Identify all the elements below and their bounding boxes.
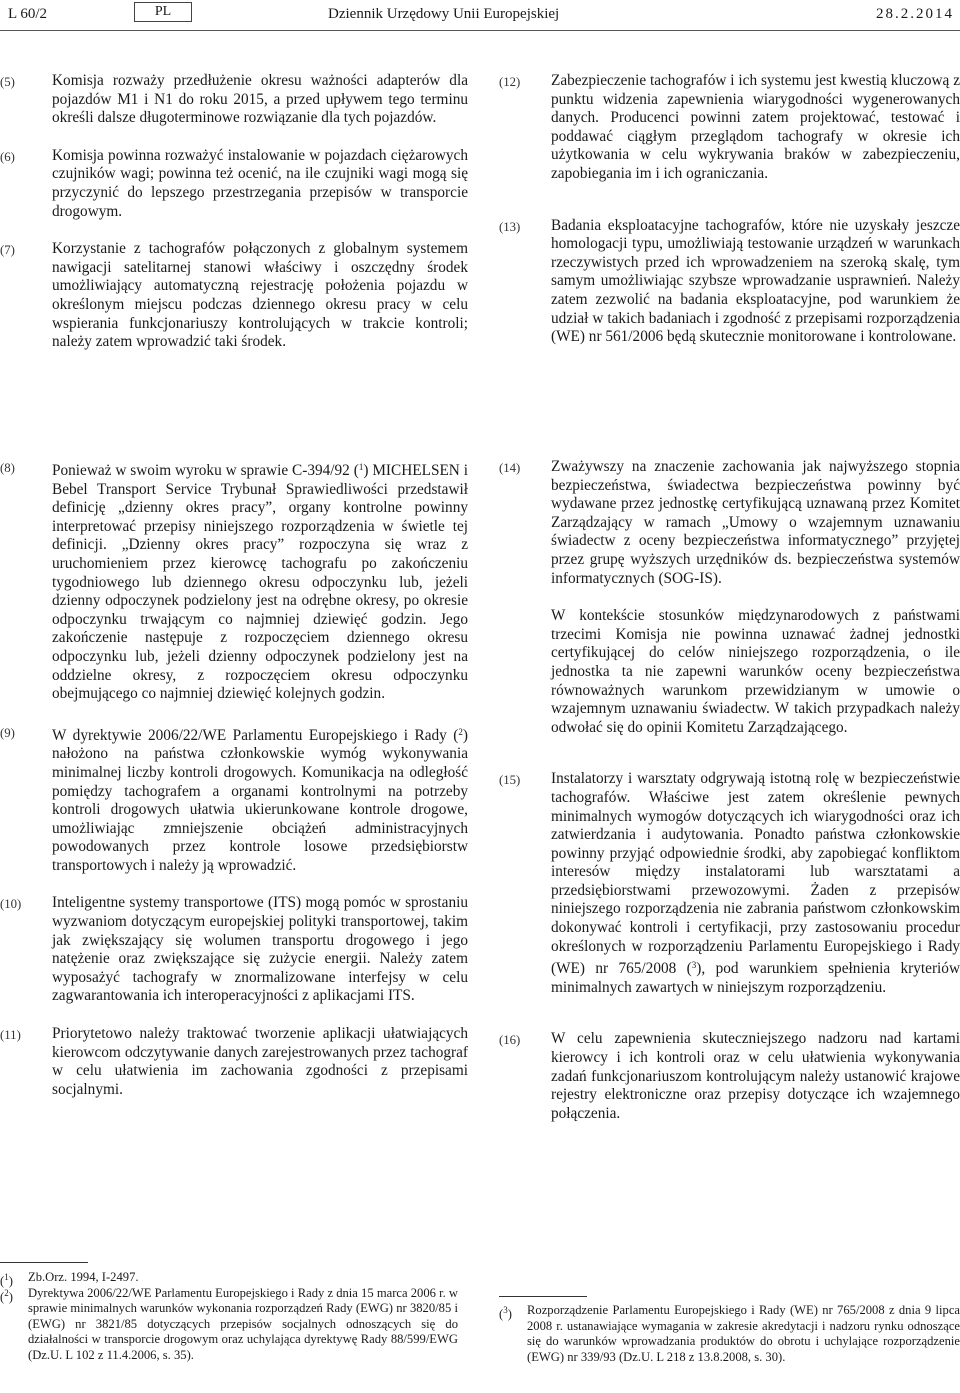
recital-text-start: Ponieważ w swoim wyroku w sprawie C-394/92 (	[52, 462, 359, 479]
page-reference: L 60/2	[8, 6, 48, 22]
footnote-divider	[0, 1262, 88, 1263]
recital-number: (5)	[0, 75, 15, 89]
recital-text: Komisja powinna rozważyć instalowanie w pojazdach ciężarowych czujników wagi; powinna też ocenić, na ile czujniki wagi mogą się przyczynić do lepszego przestrzegania przepisów w transporcie drogowym.	[52, 146, 468, 220]
footnote-text: Rozporządzenie Parlamentu Europejskiego i Rady (WE) nr 765/2008 z dnia 9 lipca 2008 r. ustanawiające wymagania w zakresie akredytacji i nadzoru rynku odnoszące się do warunków wprowadzania produktów do obrotu i uchylające rozporządzenie (EWG) nr 339/93 (Dz.U. L 218 z 13.8.2008, s. 30).	[527, 1303, 960, 1364]
recital-number: (7)	[0, 243, 15, 258]
right-column-bottom	[499, 458, 960, 1123]
recital-15	[499, 770, 960, 997]
footnotes-left	[0, 1270, 458, 1363]
recital-16	[499, 1030, 960, 1123]
recital-text-end: ), pod warunkiem spełnienia kryteriów minimalnych zawartych w niniejszym rozporządzeniu.	[551, 960, 960, 996]
footnote-text: Dyrektywa 2006/22/WE Parlamentu Europejskiego i Rady z dnia 15 marca 2006 r. w sprawie minimalnych warunków wykonania rozporządzeń Rady (EWG) nr 3820/85 i (EWG) nr 3821/85 dotyczących przepisów socjalnych odnoszących się do działalności w transporcie drogowym oraz uchylająca dyrektywę Rady 88/599/EWG (Dz.U. L 102 z 11.4.2006, s. 35).	[28, 1285, 458, 1362]
recital-text: Badania eksploatacyjne tachografów, które nie uzyskały jeszcze homologacji typu, umożliwiają testowanie urządzeń w warunkach rzeczywistych przed ich wprowadzeniem na szeroką skalę, tym samym umożliwiając szybsze wprowadzanie usprawnień. Należy zatem zezwolić na badania eksploatacyjne, pod warunkiem że udział w takich badaniach i zgodność z przepisami rozporządzenia (WE) nr 561/2006 będą skutecznie monitorowane i kontrolowane.	[551, 216, 960, 346]
recital-text: Korzystanie z tachografów połączonych z globalnym systemem nawigacji satelitarnej stanowi właściwy i oszczędny środek umożliwiający automatyczną rejestrację położenia pojazdu w określonym miejscu podczas dziennego okresu pracy w celu wspierania funkcjonariuszy kontrolujących w trakcie kontroli; należy zatem wprowadzić taki środek.	[52, 240, 468, 351]
page-header	[0, 0, 960, 40]
footnotes-right	[499, 1303, 960, 1365]
language-badge: PL	[134, 2, 192, 22]
publication-date: 28.2.2014	[876, 6, 954, 22]
footnote-ref[interactable]: 2	[458, 726, 463, 737]
recital-number: (8)	[0, 461, 15, 475]
footnote-3: ($^3$) Rozporządzenie Parlamentu Europejskiego i Rady (WE) nr 765/2008 z dnia 9 lipca 2008 r. ustanawiające wymagania w zakresie akredytacji i nadzoru rynku odnoszące się do warunków wprowadzania produktów do obrotu i uchylające rozporządzenie (EWG) nr 339/93 (Dz.U. L 218 z 13.8.2008, s. 30).	[499, 1303, 960, 1364]
recital-number: (15)	[499, 773, 521, 788]
footnote-mark: 1	[4, 1272, 9, 1282]
recital-number: (6)	[0, 149, 15, 164]
recital-6	[0, 147, 468, 221]
footnote-divider	[499, 1296, 587, 1297]
recital-text: Zabezpieczenie tachografów i ich systemu jest kwestią kluczową z punktu widzenia zapewnienia wiarygodności wygenerowanych danych. Producenci powinni zatem projektować, testować i poddawać ciągłym przeglądom tachografy w okresie ich użytkowania w celu wykrywania braków w zabezpieczeniu, zapobiegania im i ich ograniczania.	[551, 72, 960, 182]
recital-14-continued	[499, 607, 960, 737]
footnote-2: ($^2$) Dyrektywa 2006/22/WE Parlamentu Europejskiego i Rady z dnia 15 marca 2006 r. w sprawie minimalnych warunków wykonania rozporządzeń Rady (EWG) nr 3820/85 i (EWG) nr 3821/85 dotyczących przepisów socjalnych odnoszących się do działalności w transporcie drogowym oraz uchylająca dyrektywę Rady 88/599/EWG (Dz.U. L 102 z 11.4.2006, s. 35).	[0, 1285, 458, 1362]
recital-text-end: ) nałożono na państwa członkowskie wymóg wykonywania minimalnej liczby kontroli drogowych. Komunikacja na odległość pomiędzy tachografem a organami kontrolnymi na potrzeby kontroli drogowych ułatwia ukierunkowane kontrole drogowe, umożliwiając zmniejszenie obciążeń administracyjnych powodowanych przez kontrole losowe przedsiębiorstw transportowych i należy ją wprowadzić.	[52, 726, 468, 874]
recital-text-start: Instalatorzy i warsztaty odgrywają istotną rolę w bezpieczeństwie tachografów. Właściwe jest zatem określenie pewnych minimalnych wymogów dotyczących ich wiarygodności oraz ich zatwierdzania i audytowania. Ponadto państwa członkowskie powinny przyjąć odpowiednie środki, aby zapobiegać konfliktom interesów między instalatorami lub warsztatami a przedsiębiorstwami przewozowymi. Żaden z przepisów niniejszego rozporządzenia nie zabrania państwom członkowskim dokonywać kontroli i certyfikacji, przy zastosowaniu procedur określonych w rozporządzeniu Parlamentu Europejskiego i Rady (WE) nr 765/2008 (	[551, 770, 960, 978]
recital-text: Inteligentne systemy transportowe (ITS) mogą pomóc w sprostaniu wyzwaniom dotyczącym europejskiej polityki transportowej, takim jak zwiększający się wolumen transportu drogowego i jego natężenie oraz zwiększające się zużycie energii. Należy zatem wyposażyć tachografy w znormalizowane interfejsy w celu zagwarantowania ich interoperacyjności z aplikacjami ITS.	[52, 894, 468, 1005]
left-column-top	[0, 72, 468, 352]
header-divider	[0, 30, 960, 31]
footnote-ref[interactable]: 1	[358, 462, 364, 472]
recital-text: Priorytetowo należy traktować tworzenie aplikacji ułatwiających kierowcom odczytywanie danych zarejestrowanych przez tachograf w celu ułatwienia im zachowania zgodności z przepisami socjalnymi.	[52, 1025, 468, 1098]
recital-text: Zważywszy na znaczenie zachowania jak najwyższego stopnia bezpieczeństwa, świadectwa bezpieczeństwa powinny być wydawane przez jednostkę certyfikującą uznawaną przez Komitet Zarządzający w ramach „Umowy o wzajemnym uznawaniu świadectw z oceny bezpieczeństwa informatycznego” przyjętej przez grupę wyższych urzędników ds. bezpieczeństwa systemów informatycznych (SOG-IS).	[551, 458, 960, 587]
recital-text: W kontekście stosunków międzynarodowych z państwami trzecimi Komisja nie powinna uznawać żadnej jednostki certyfikującej do celów niniejszego rozporządzenia, o ile jednostka ta nie zapewni warunków oceny bezpieczeństwa równoważnych warunkom przewidzianym w umowie o wzajemnym uznawaniu świadectw. W takich przypadkach należy odwołać się do opinii Komitetu Zarządzającego.	[551, 607, 960, 736]
recital-8	[0, 458, 468, 704]
footnote-mark: 2	[4, 1287, 9, 1298]
recital-14	[499, 458, 960, 588]
recital-9	[0, 723, 468, 876]
journal-title: Dziennik Urzędowy Unii Europejskiej	[328, 6, 560, 22]
left-column-bottom	[0, 458, 468, 1099]
recital-number: (12)	[499, 75, 521, 89]
recital-text-end: ) MICHELSEN i Bebel Transport Service Trybunał Sprawiedliwości przedstawił definicję „dzienny okres pracy”, organy kontrolne powinny interpretować przepisy niniejszego rozporządzenia w świetle tej definicji. „Dzienny okres pracy” rozpoczyna się wraz z uruchomieniem przez kierowcę tachografu po zakończeniu tygodniowego lub dziennego okresu odpoczynku lub, jeżeli dzienny odpoczynek podzielony jest na odrębne okresy, po okresie odpoczynku trwającym co najmniej dziewięć godzin. Jego zakończenie następuje z rozpoczęciem dziennego okresu odpoczynku lub, jeżeli dzienny odpoczynek podzielony jest na oddzielne okresy, z rozpoczęciem okresu odpoczynku obejmującego co najmniej dziewięć kolejnych godzin.	[52, 462, 468, 703]
recital-7	[0, 240, 468, 352]
recital-number: (10)	[0, 897, 22, 912]
recital-13	[499, 217, 960, 347]
footnote-text: Zb.Orz. 1994, I-2497.	[28, 1270, 139, 1284]
footnote-1: ($^1$) Zb.Orz. 1994, I-2497.	[0, 1270, 139, 1288]
recital-text-start: W dyrektywie 2006/22/WE Parlamentu Europejskiego i Rady (	[52, 726, 459, 744]
recital-11	[0, 1025, 468, 1099]
right-column-top	[499, 72, 960, 347]
recital-5	[0, 72, 468, 128]
recital-12	[499, 72, 960, 184]
footnote-mark: 3	[503, 1305, 508, 1315]
footnote-ref[interactable]: 3	[691, 960, 697, 971]
recital-text: W celu zapewnienia skuteczniejszego nadzoru nad kartami kierowcy i ich kontroli oraz w celu ułatwienia wykonywania zadań funkcjonariuszom kontrolującym należy ustanowić krajowe rejestry elektroniczne oraz przepisy dotyczące ich wzajemnego połączenia.	[551, 1030, 960, 1122]
recital-number: (9)	[0, 725, 15, 740]
recital-number: (14)	[499, 461, 521, 475]
recital-number: (16)	[499, 1033, 521, 1048]
recital-10	[0, 894, 468, 1006]
recital-number: (11)	[0, 1028, 21, 1043]
recital-text: Komisja rozważy przedłużenie okresu ważności adapterów dla pojazdów M1 i N1 do roku 2015, a przed upływem tego terminu określi dalsze długoterminowe rozwiązanie dla tych pojazdów.	[52, 72, 468, 127]
recital-number: (13)	[499, 219, 521, 234]
